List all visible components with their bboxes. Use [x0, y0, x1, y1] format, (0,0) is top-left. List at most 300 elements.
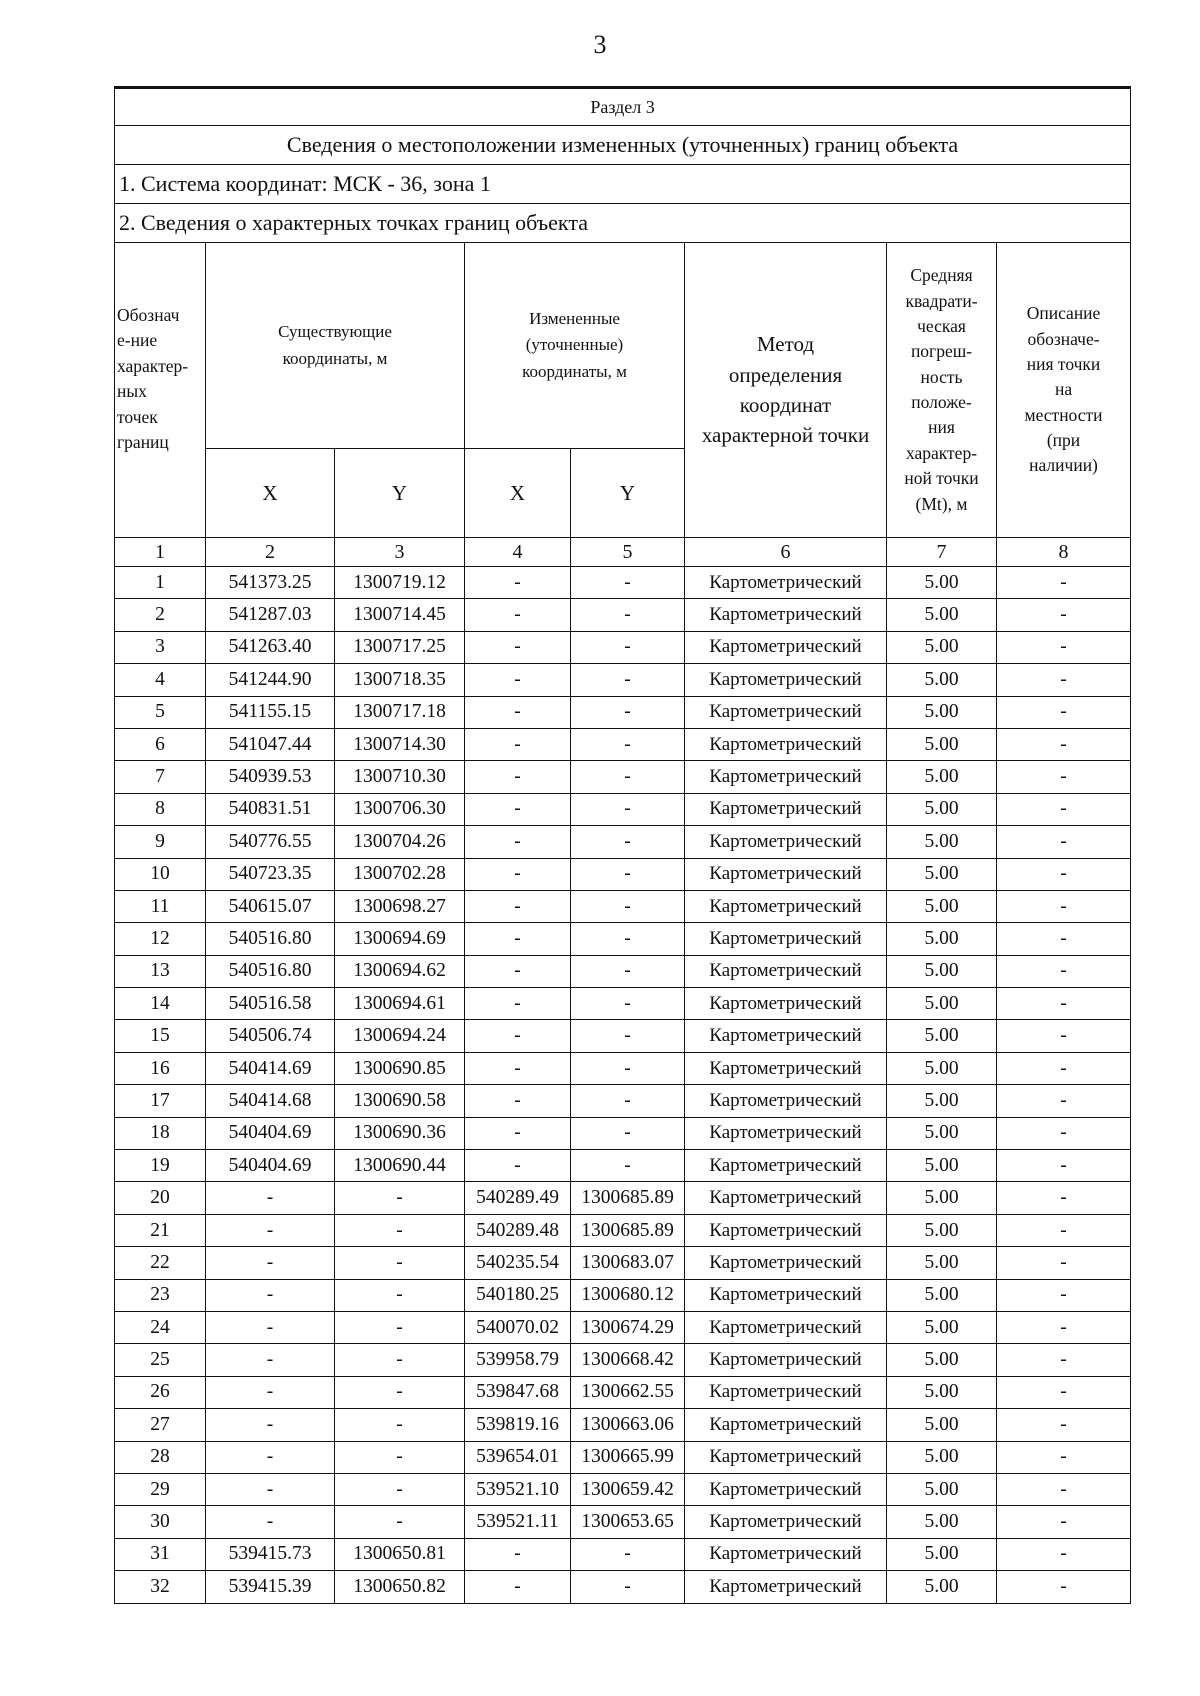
cell-changed-y: - — [571, 1538, 685, 1570]
cell-point-number: 25 — [115, 1344, 206, 1376]
section-caption: Сведения о местоположении измененных (уточненных) границ объекта — [115, 126, 1131, 165]
header-line: е-ние — [117, 330, 158, 351]
table-row — [115, 728, 1131, 760]
cell-point-number: 16 — [115, 1052, 206, 1084]
cell-changed-y: - — [571, 1020, 685, 1052]
cell-accuracy: 5.00 — [887, 1150, 997, 1182]
cell-existing-x: 540516.80 — [206, 955, 335, 987]
cell-method: Картометрический — [685, 1085, 887, 1117]
cell-method: Картометрический — [685, 923, 887, 955]
header-existing-coords — [206, 243, 465, 449]
cell-changed-x: - — [465, 761, 571, 793]
cell-changed-y: 1300662.55 — [571, 1376, 685, 1408]
cell-accuracy: 5.00 — [887, 1117, 997, 1149]
cell-accuracy: 5.00 — [887, 1571, 997, 1603]
cell-point-number: 2 — [115, 599, 206, 631]
cell-description: - — [997, 1506, 1131, 1538]
cell-changed-x: - — [465, 599, 571, 631]
cell-method: Картометрический — [685, 1214, 887, 1246]
header-line: ния — [928, 417, 955, 438]
table-row — [115, 1085, 1131, 1117]
cell-description: - — [997, 1085, 1131, 1117]
cell-method: Картометрический — [685, 1117, 887, 1149]
cell-point-number: 19 — [115, 1150, 206, 1182]
cell-method: Картометрический — [685, 599, 887, 631]
cell-accuracy: 5.00 — [887, 1182, 997, 1214]
cell-changed-x: - — [465, 1571, 571, 1603]
cell-accuracy: 5.00 — [887, 567, 997, 599]
cell-existing-y: 1300694.61 — [335, 988, 465, 1020]
cell-existing-x: 540506.74 — [206, 1020, 335, 1052]
cell-existing-x: 541244.90 — [206, 664, 335, 696]
cell-changed-x: 539958.79 — [465, 1344, 571, 1376]
cell-existing-y: 1300690.36 — [335, 1117, 465, 1149]
column-number: 2 — [206, 538, 335, 567]
cell-existing-y: 1300694.62 — [335, 955, 465, 987]
cell-changed-y: 1300659.42 — [571, 1473, 685, 1505]
cell-changed-x: 539654.01 — [465, 1441, 571, 1473]
cell-accuracy: 5.00 — [887, 1376, 997, 1408]
cell-changed-x: - — [465, 1117, 571, 1149]
cell-existing-y: 1300694.69 — [335, 923, 465, 955]
header-line: Измененные — [529, 308, 620, 328]
cell-changed-x: - — [465, 923, 571, 955]
cell-accuracy: 5.00 — [887, 631, 997, 663]
cell-existing-x: 541263.40 — [206, 631, 335, 663]
cell-existing-y: 1300698.27 — [335, 890, 465, 922]
cell-accuracy: 5.00 — [887, 761, 997, 793]
cell-accuracy: 5.00 — [887, 1311, 997, 1343]
cell-method: Картометрический — [685, 1247, 887, 1279]
cell-point-number: 32 — [115, 1571, 206, 1603]
cell-method: Картометрический — [685, 826, 887, 858]
cell-point-number: 27 — [115, 1409, 206, 1441]
cell-existing-x: 539415.73 — [206, 1538, 335, 1570]
header-line: погреш- — [910, 341, 973, 362]
cell-existing-y: 1300719.12 — [335, 567, 465, 599]
cell-point-number: 28 — [115, 1441, 206, 1473]
column-number: 6 — [685, 538, 887, 567]
table-row — [115, 826, 1131, 858]
header-existing-y: Y — [335, 449, 465, 538]
cell-accuracy: 5.00 — [887, 664, 997, 696]
cell-existing-x: 540414.69 — [206, 1052, 335, 1084]
cell-accuracy: 5.00 — [887, 890, 997, 922]
cell-accuracy: 5.00 — [887, 696, 997, 728]
cell-point-number: 10 — [115, 858, 206, 890]
cell-existing-x: 540776.55 — [206, 826, 335, 858]
cell-existing-x: 539415.39 — [206, 1571, 335, 1603]
cell-changed-y: - — [571, 664, 685, 696]
cell-existing-x: - — [206, 1473, 335, 1505]
cell-changed-y: - — [571, 955, 685, 987]
table-row — [115, 1052, 1131, 1084]
table-row — [115, 988, 1131, 1020]
cell-point-number: 13 — [115, 955, 206, 987]
header-line: координаты, м — [282, 348, 388, 368]
table-row — [115, 761, 1131, 793]
cell-method: Картометрический — [685, 664, 887, 696]
cell-description: - — [997, 1344, 1131, 1376]
header-line: на — [1054, 379, 1073, 400]
cell-description: - — [997, 1441, 1131, 1473]
cell-point-number: 22 — [115, 1247, 206, 1279]
cell-description: - — [997, 988, 1131, 1020]
cell-changed-y: - — [571, 1052, 685, 1084]
cell-existing-y: 1300704.26 — [335, 826, 465, 858]
cell-changed-y: - — [571, 826, 685, 858]
cell-description: - — [997, 1473, 1131, 1505]
table-row — [115, 1182, 1131, 1214]
table-row — [115, 599, 1131, 631]
cell-method: Картометрический — [685, 696, 887, 728]
cell-method: Картометрический — [685, 1506, 887, 1538]
header-line: ной точки — [904, 468, 979, 489]
cell-description: - — [997, 599, 1131, 631]
cell-method: Картометрический — [685, 1409, 887, 1441]
header-existing-x: X — [206, 449, 335, 538]
cell-description: - — [997, 761, 1131, 793]
cell-method: Картометрический — [685, 1344, 887, 1376]
cell-changed-y: 1300668.42 — [571, 1344, 685, 1376]
cell-description: - — [997, 1311, 1131, 1343]
cell-point-number: 7 — [115, 761, 206, 793]
header-line: квадрати- — [905, 290, 978, 311]
cell-changed-x: 539847.68 — [465, 1376, 571, 1408]
cell-accuracy: 5.00 — [887, 1441, 997, 1473]
cell-point-number: 9 — [115, 826, 206, 858]
cell-description: - — [997, 1571, 1131, 1603]
cell-existing-y: - — [335, 1441, 465, 1473]
table-row — [115, 696, 1131, 728]
cell-existing-y: 1300714.45 — [335, 599, 465, 631]
cell-accuracy: 5.00 — [887, 599, 997, 631]
cell-accuracy: 5.00 — [887, 1085, 997, 1117]
cell-point-number: 26 — [115, 1376, 206, 1408]
cell-point-number: 11 — [115, 890, 206, 922]
cell-method: Картометрический — [685, 1052, 887, 1084]
cell-existing-y: 1300690.85 — [335, 1052, 465, 1084]
header-line: ния точки — [1026, 353, 1101, 374]
header-changed-y: Y — [571, 449, 685, 538]
cell-changed-x: - — [465, 1150, 571, 1182]
cell-point-number: 23 — [115, 1279, 206, 1311]
cell-changed-x: - — [465, 793, 571, 825]
cell-changed-y: - — [571, 890, 685, 922]
cell-changed-x: - — [465, 858, 571, 890]
cell-existing-y: 1300710.30 — [335, 761, 465, 793]
cell-changed-x: - — [465, 1085, 571, 1117]
table-row — [115, 1473, 1131, 1505]
column-number: 1 — [115, 538, 206, 567]
cell-existing-x: 540516.58 — [206, 988, 335, 1020]
header-description — [997, 243, 1131, 538]
table-row — [115, 793, 1131, 825]
cell-point-number: 20 — [115, 1182, 206, 1214]
cell-description: - — [997, 858, 1131, 890]
cell-changed-y: 1300663.06 — [571, 1409, 685, 1441]
cell-changed-x: 540070.02 — [465, 1311, 571, 1343]
cell-existing-y: - — [335, 1506, 465, 1538]
cell-changed-x: 539819.16 — [465, 1409, 571, 1441]
cell-existing-y: 1300702.28 — [335, 858, 465, 890]
cell-point-number: 29 — [115, 1473, 206, 1505]
cell-changed-y: 1300680.12 — [571, 1279, 685, 1311]
cell-changed-x: - — [465, 1538, 571, 1570]
cell-existing-y: 1300706.30 — [335, 793, 465, 825]
cell-description: - — [997, 1117, 1131, 1149]
table-row — [115, 1571, 1131, 1603]
cell-existing-x: - — [206, 1344, 335, 1376]
boundary-points-table — [114, 86, 1131, 1604]
table-row — [115, 1344, 1131, 1376]
table-row — [115, 664, 1131, 696]
cell-existing-y: 1300718.35 — [335, 664, 465, 696]
cell-existing-y: 1300650.81 — [335, 1538, 465, 1570]
cell-description: - — [997, 664, 1131, 696]
cell-changed-x: - — [465, 567, 571, 599]
cell-method: Картометрический — [685, 1311, 887, 1343]
cell-point-number: 1 — [115, 567, 206, 599]
cell-accuracy: 5.00 — [887, 1344, 997, 1376]
cell-method: Картометрический — [685, 793, 887, 825]
cell-changed-x: 540289.49 — [465, 1182, 571, 1214]
column-number-row — [115, 538, 1131, 567]
cell-description: - — [997, 1376, 1131, 1408]
cell-point-number: 12 — [115, 923, 206, 955]
header-changed-x: X — [465, 449, 571, 538]
coordinate-system: 1. Система координат: МСК - 36, зона 1 — [115, 165, 1131, 204]
cell-accuracy: 5.00 — [887, 1409, 997, 1441]
table-row — [115, 1020, 1131, 1052]
cell-description: - — [997, 955, 1131, 987]
cell-method: Картометрический — [685, 988, 887, 1020]
table-row — [115, 1441, 1131, 1473]
cell-changed-x: 540289.48 — [465, 1214, 571, 1246]
cell-accuracy: 5.00 — [887, 826, 997, 858]
cell-method: Картометрический — [685, 728, 887, 760]
cell-accuracy: 5.00 — [887, 858, 997, 890]
table-row — [115, 1409, 1131, 1441]
cell-changed-x: 540235.54 — [465, 1247, 571, 1279]
table-row — [115, 858, 1131, 890]
cell-existing-x: - — [206, 1182, 335, 1214]
cell-accuracy: 5.00 — [887, 1247, 997, 1279]
column-number: 8 — [997, 538, 1131, 567]
cell-changed-y: - — [571, 567, 685, 599]
table-row — [115, 1214, 1131, 1246]
cell-existing-y: 1300690.44 — [335, 1150, 465, 1182]
cell-existing-x: - — [206, 1214, 335, 1246]
cell-existing-x: 540516.80 — [206, 923, 335, 955]
table-row — [115, 567, 1131, 599]
cell-method: Картометрический — [685, 567, 887, 599]
cell-accuracy: 5.00 — [887, 1214, 997, 1246]
cell-existing-x: - — [206, 1441, 335, 1473]
cell-changed-y: - — [571, 761, 685, 793]
cell-accuracy: 5.00 — [887, 1473, 997, 1505]
column-number: 3 — [335, 538, 465, 567]
table-row — [115, 890, 1131, 922]
cell-description: - — [997, 1538, 1131, 1570]
header-line: (Mt), м — [915, 493, 968, 514]
cell-point-number: 18 — [115, 1117, 206, 1149]
header-line: наличии) — [1029, 455, 1098, 476]
header-line: положе- — [911, 392, 972, 412]
cell-existing-y: 1300714.30 — [335, 728, 465, 760]
cell-method: Картометрический — [685, 1150, 887, 1182]
cell-accuracy: 5.00 — [887, 1538, 997, 1570]
header-line: Метод — [756, 332, 815, 357]
cell-existing-x: 540723.35 — [206, 858, 335, 890]
cell-changed-x: 539521.11 — [465, 1506, 571, 1538]
cell-existing-y: 1300717.18 — [335, 696, 465, 728]
cell-changed-y: 1300685.89 — [571, 1182, 685, 1214]
cell-accuracy: 5.00 — [887, 988, 997, 1020]
header-line: ных — [117, 381, 147, 402]
cell-changed-x: - — [465, 890, 571, 922]
header-line: ность — [920, 366, 963, 387]
cell-changed-y: - — [571, 923, 685, 955]
cell-changed-y: - — [571, 793, 685, 825]
cell-point-number: 6 — [115, 728, 206, 760]
cell-description: - — [997, 1247, 1131, 1279]
cell-description: - — [997, 1020, 1131, 1052]
cell-description: - — [997, 1409, 1131, 1441]
cell-method: Картометрический — [685, 1473, 887, 1505]
cell-existing-y: - — [335, 1409, 465, 1441]
cell-existing-x: 541047.44 — [206, 728, 335, 760]
table-row — [115, 1150, 1131, 1182]
table-row — [115, 1279, 1131, 1311]
cell-changed-y: 1300683.07 — [571, 1247, 685, 1279]
section-title: Раздел 3 — [115, 88, 1131, 126]
cell-existing-y: - — [335, 1311, 465, 1343]
cell-changed-x: 539521.10 — [465, 1473, 571, 1505]
cell-point-number: 17 — [115, 1085, 206, 1117]
cell-changed-x: - — [465, 631, 571, 663]
points-caption: 2. Сведения о характерных точках границ объекта — [115, 204, 1131, 243]
header-point-label — [115, 243, 206, 538]
cell-point-number: 5 — [115, 696, 206, 728]
cell-accuracy: 5.00 — [887, 1279, 997, 1311]
cell-changed-y: 1300665.99 — [571, 1441, 685, 1473]
cell-changed-y: - — [571, 631, 685, 663]
cell-existing-y: 1300650.82 — [335, 1571, 465, 1603]
cell-description: - — [997, 1150, 1131, 1182]
cell-method: Картометрический — [685, 1376, 887, 1408]
cell-method: Картометрический — [685, 1441, 887, 1473]
cell-changed-y: - — [571, 728, 685, 760]
cell-point-number: 8 — [115, 793, 206, 825]
header-line: границ — [117, 431, 169, 452]
cell-method: Картометрический — [685, 631, 887, 663]
cell-method: Картометрический — [685, 761, 887, 793]
header-changed-coords — [465, 243, 685, 449]
cell-existing-x: 540414.68 — [206, 1085, 335, 1117]
column-number: 5 — [571, 538, 685, 567]
cell-point-number: 14 — [115, 988, 206, 1020]
cell-point-number: 15 — [115, 1020, 206, 1052]
cell-existing-y: - — [335, 1182, 465, 1214]
cell-point-number: 31 — [115, 1538, 206, 1570]
header-line: точек — [117, 406, 158, 427]
table-row — [115, 923, 1131, 955]
table-row — [115, 631, 1131, 663]
cell-method: Картометрический — [685, 1279, 887, 1311]
cell-existing-x: 541287.03 — [206, 599, 335, 631]
header-line: (при — [1046, 430, 1081, 451]
cell-existing-x: 540831.51 — [206, 793, 335, 825]
cell-point-number: 24 — [115, 1311, 206, 1343]
cell-point-number: 21 — [115, 1214, 206, 1246]
header-line: координаты, м — [522, 361, 627, 381]
cell-accuracy: 5.00 — [887, 793, 997, 825]
cell-existing-x: - — [206, 1279, 335, 1311]
header-line: местности — [1024, 404, 1103, 425]
header-line: характерной точки — [701, 423, 870, 448]
header-line: ческая — [917, 315, 966, 336]
cell-existing-x: - — [206, 1376, 335, 1408]
cell-changed-y: - — [571, 1085, 685, 1117]
page-number: 3 — [593, 30, 607, 59]
cell-description: - — [997, 923, 1131, 955]
header-line: Средняя — [910, 265, 973, 286]
cell-existing-y: - — [335, 1344, 465, 1376]
cell-existing-y: - — [335, 1376, 465, 1408]
cell-method: Картометрический — [685, 890, 887, 922]
cell-changed-y: - — [571, 858, 685, 890]
cell-method: Картометрический — [685, 1538, 887, 1570]
cell-changed-y: - — [571, 696, 685, 728]
column-number: 4 — [465, 538, 571, 567]
cell-changed-y: - — [571, 599, 685, 631]
cell-changed-x: - — [465, 988, 571, 1020]
cell-existing-x: - — [206, 1409, 335, 1441]
header-line: характер- — [905, 442, 978, 463]
cell-existing-x: 540939.53 — [206, 761, 335, 793]
cell-changed-y: 1300674.29 — [571, 1311, 685, 1343]
cell-changed-y: - — [571, 1571, 685, 1603]
cell-accuracy: 5.00 — [887, 923, 997, 955]
cell-existing-x: 541155.15 — [206, 696, 335, 728]
cell-description: - — [997, 567, 1131, 599]
cell-point-number: 30 — [115, 1506, 206, 1538]
table-row — [115, 955, 1131, 987]
cell-accuracy: 5.00 — [887, 955, 997, 987]
table-row — [115, 1506, 1131, 1538]
cell-changed-y: - — [571, 988, 685, 1020]
cell-existing-y: 1300690.58 — [335, 1085, 465, 1117]
header-line: (уточненные) — [525, 335, 624, 355]
cell-existing-x: 541373.25 — [206, 567, 335, 599]
header-method — [685, 243, 887, 538]
header-line: Существующие — [278, 322, 392, 342]
cell-changed-x: - — [465, 664, 571, 696]
cell-changed-x: - — [465, 1020, 571, 1052]
cell-existing-x: 540615.07 — [206, 890, 335, 922]
cell-changed-x: - — [465, 1052, 571, 1084]
cell-description: - — [997, 890, 1131, 922]
table-row — [115, 1247, 1131, 1279]
table-row — [115, 1117, 1131, 1149]
cell-point-number: 3 — [115, 631, 206, 663]
cell-description: - — [997, 1052, 1131, 1084]
cell-description: - — [997, 826, 1131, 858]
table-row — [115, 1311, 1131, 1343]
cell-description: - — [997, 1279, 1131, 1311]
cell-method: Картометрический — [685, 858, 887, 890]
